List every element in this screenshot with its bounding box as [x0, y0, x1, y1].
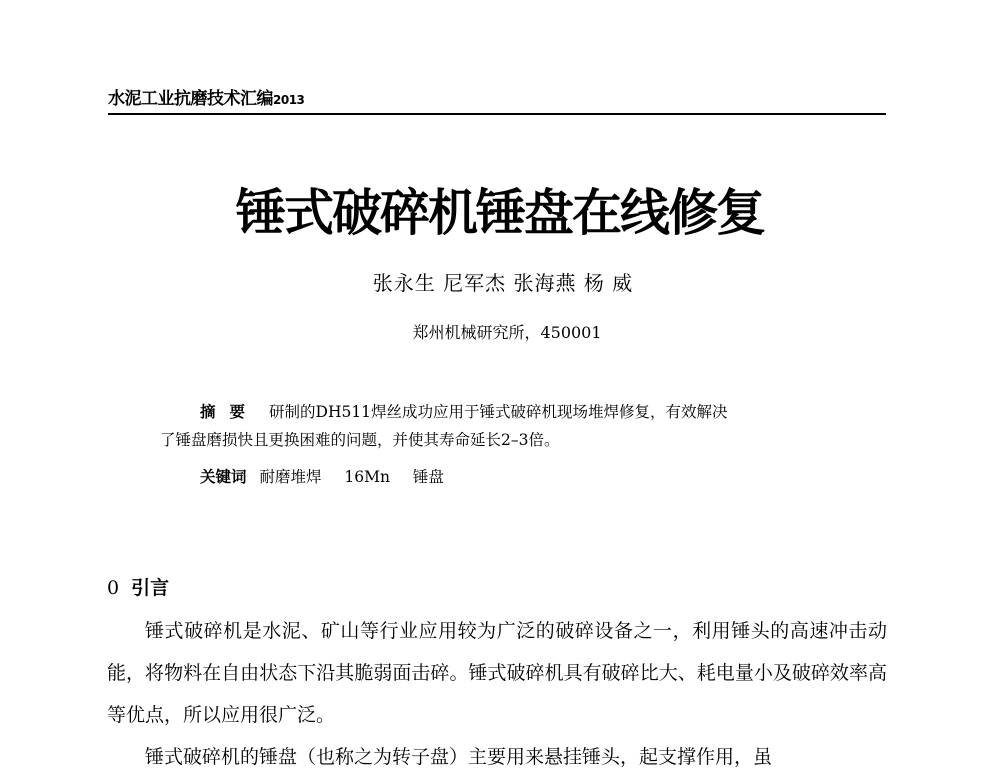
section-number: 0: [107, 577, 120, 599]
keyword-item: 16Mn: [344, 468, 390, 486]
abstract-block: [160, 398, 850, 454]
author-list: 张永生 尼军杰 张海燕 杨 威: [372, 271, 634, 295]
abstract-label: 摘要: [200, 403, 260, 421]
abstract-line-2: [160, 426, 850, 454]
paper-title: 锤式破碎机锤盘在线修复: [236, 184, 764, 242]
running-head-year: 2013: [273, 93, 305, 107]
body-text: [107, 610, 887, 778]
affiliation: 郑州机械研究所，450001: [412, 323, 602, 342]
running-head-text: 水泥工业抗磨技术汇编: [108, 89, 273, 109]
running-head: [108, 84, 304, 109]
abstract-line-1: [160, 398, 850, 426]
section-heading: [107, 573, 169, 600]
body-paragraph: 锤式破碎机的锤盘（也称之为转子盘）主要用来悬挂锤头，起支撑作用，虽: [145, 746, 773, 768]
keywords-label: 关键词: [200, 468, 247, 486]
keyword-item: 锤盘: [412, 468, 444, 486]
header-rule: [108, 113, 886, 115]
keywords-block: [200, 465, 462, 487]
section-title: 引言: [131, 577, 170, 599]
abstract-text-2: 了锤盘磨损快且更换困难的问题，并使其寿命延长2–3倍。: [160, 431, 560, 449]
abstract-text-1: 研制的DH511焊丝成功应用于锤式破碎机现场堆焊修复，有效解决: [269, 403, 728, 421]
keyword-item: 耐磨堆焊: [259, 468, 322, 486]
body-paragraph: 锤式破碎机是水泥、矿山等行业应用较为广泛的破碎设备之一，利用锤头的高速冲击动能，将物料在自由状态下沿其脆弱面击碎。锤式破碎机具有破碎比大、耗电量小及破碎效率高等优点，所以应用很广泛。: [107, 620, 887, 726]
